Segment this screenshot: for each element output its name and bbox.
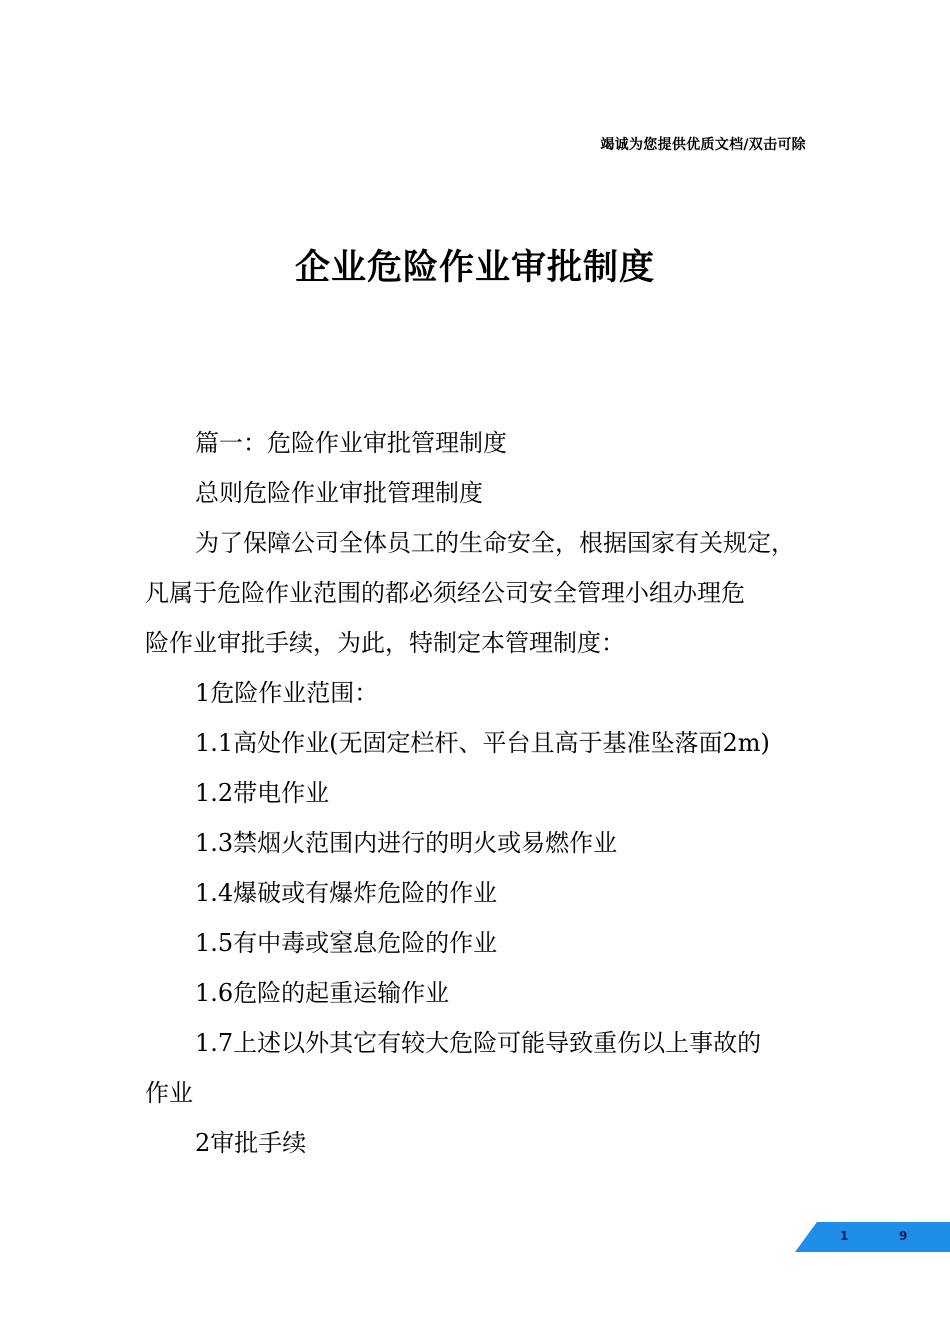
list-item-1-3: 1.3禁烟火范围内进行的明火或易燃作业: [195, 829, 618, 857]
page-header-note: 竭诚为您提供优质文档/双击可除: [600, 137, 806, 153]
document-title: 企业危险作业审批制度: [294, 248, 655, 288]
paragraph-heading: 篇一：危险作业审批管理制度: [195, 429, 507, 457]
page-badge-shape: [795, 1222, 950, 1252]
section-2-heading: 2审批手续: [195, 1129, 307, 1157]
list-item-1-7: 1.7上述以外其它有较大危险可能导致重伤以上事故的: [195, 1029, 762, 1057]
list-item-1-4: 1.4爆破或有爆炸危险的作业: [195, 879, 498, 907]
list-item-1-7-continued: 作业: [145, 1079, 193, 1107]
paragraph-intro-line3: 险作业审批手续，为此，特制定本管理制度：: [145, 629, 625, 657]
total-page-count: 9: [899, 1229, 908, 1243]
section-1-heading: 1危险作业范围：: [195, 679, 379, 707]
list-item-1-6: 1.6危险的起重运输作业: [195, 979, 450, 1007]
paragraph-subheading: 总则危险作业审批管理制度: [195, 479, 483, 507]
list-item-1-2: 1.2带电作业: [195, 779, 330, 807]
list-item-1-5: 1.5有中毒或窒息危险的作业: [195, 929, 498, 957]
list-item-1-1: 1.1高处作业(无固定栏杆、平台且高于基准坠落面2m): [195, 729, 770, 757]
current-page-number: 1: [840, 1229, 849, 1243]
page-number-badge: [795, 1222, 950, 1252]
paragraph-intro-line2: 凡属于危险作业范围的都必须经公司安全管理小组办理危: [145, 579, 745, 607]
paragraph-intro-line1: 为了保障公司全体员工的生命安全，根据国家有关规定，: [195, 529, 795, 557]
